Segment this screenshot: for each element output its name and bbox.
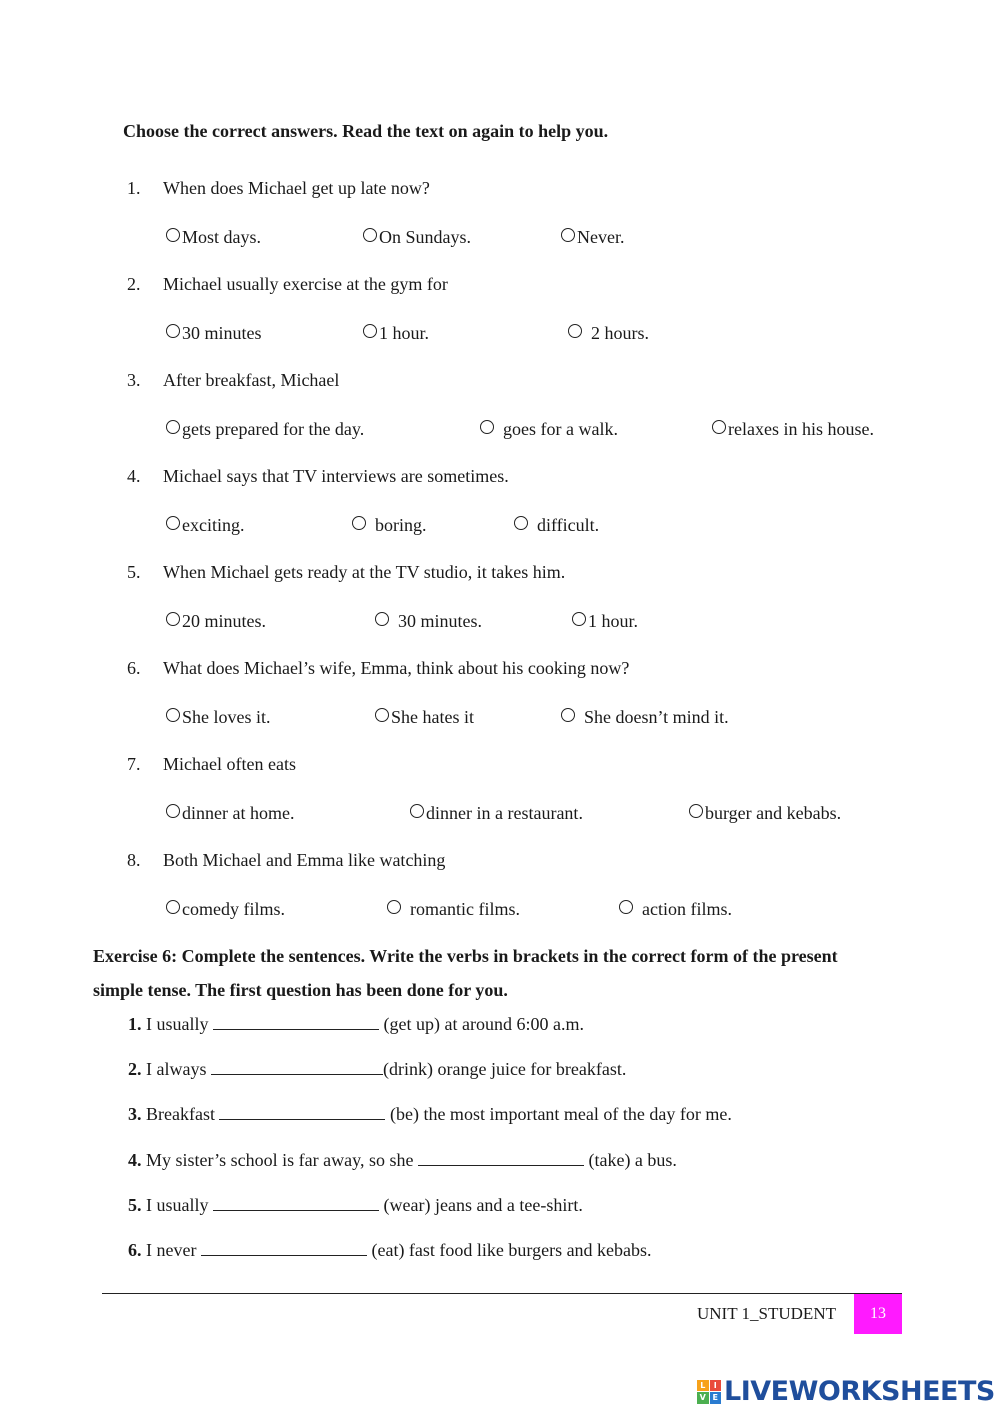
logo-letter: L xyxy=(697,1380,709,1392)
question-number: 2. xyxy=(127,274,141,294)
radio-button[interactable] xyxy=(568,324,582,338)
radio-button[interactable] xyxy=(166,324,180,338)
option-a[interactable] xyxy=(166,707,271,728)
item-text-after: (take) a bus. xyxy=(588,1150,677,1170)
radio-button[interactable] xyxy=(619,900,633,914)
question-text: Michael says that TV interviews are sometimes. xyxy=(163,466,509,486)
radio-button[interactable] xyxy=(363,228,377,242)
option-label: romantic films. xyxy=(410,899,520,919)
option-b[interactable] xyxy=(480,419,618,440)
page-number: 13 xyxy=(870,1305,886,1322)
radio-button[interactable] xyxy=(572,612,586,626)
radio-button[interactable] xyxy=(166,708,180,722)
answer-blank[interactable] xyxy=(213,1013,379,1030)
question-number: 7. xyxy=(127,754,141,774)
item-number: 4. xyxy=(128,1150,142,1170)
question-text: Both Michael and Emma like watching xyxy=(163,850,446,870)
option-label: action films. xyxy=(642,899,732,919)
option-label: dinner in a restaurant. xyxy=(426,803,583,823)
option-a[interactable] xyxy=(166,323,262,344)
exercise-item-5 xyxy=(128,1194,583,1216)
option-label: difficult. xyxy=(537,515,600,535)
item-number: 2. xyxy=(128,1059,142,1079)
radio-button[interactable] xyxy=(561,228,575,242)
option-label: She loves it. xyxy=(182,707,271,727)
question-number: 5. xyxy=(127,562,141,582)
item-text-before: I always xyxy=(146,1059,207,1079)
option-a[interactable] xyxy=(166,419,364,440)
option-c[interactable] xyxy=(619,899,732,920)
option-c[interactable] xyxy=(561,227,624,248)
item-text-after: (get up) at around 6:00 a.m. xyxy=(383,1014,584,1034)
option-b[interactable] xyxy=(375,611,482,632)
option-c[interactable] xyxy=(514,515,599,536)
option-label: dinner at home. xyxy=(182,803,295,823)
option-c[interactable] xyxy=(568,323,649,344)
item-text-before: Breakfast xyxy=(146,1104,215,1124)
answer-blank[interactable] xyxy=(213,1194,379,1211)
radio-button[interactable] xyxy=(166,612,180,626)
option-a[interactable] xyxy=(166,227,261,248)
question-number: 8. xyxy=(127,850,141,870)
option-c[interactable] xyxy=(689,803,841,824)
option-b[interactable] xyxy=(375,707,474,728)
option-label: gets prepared for the day. xyxy=(182,419,365,439)
exercise-6-title-line1: Exercise 6: Complete the sentences. Write the verbs in brackets in the correct form of the present xyxy=(93,946,838,966)
option-a[interactable] xyxy=(166,611,266,632)
logo-letter: E xyxy=(710,1392,722,1404)
option-a[interactable] xyxy=(166,515,244,536)
liveworksheets-icon xyxy=(697,1380,721,1404)
option-c[interactable] xyxy=(561,707,729,728)
radio-button[interactable] xyxy=(166,516,180,530)
item-text-before: My sister’s school is far away, so she xyxy=(146,1150,414,1170)
option-b[interactable] xyxy=(410,803,583,824)
logo-letter: I xyxy=(710,1380,722,1392)
radio-button[interactable] xyxy=(410,804,424,818)
option-label: On Sundays. xyxy=(379,227,472,247)
question-number: 4. xyxy=(127,466,141,486)
answer-blank[interactable] xyxy=(201,1239,367,1256)
question-text: After breakfast, Michael xyxy=(163,370,340,390)
radio-button[interactable] xyxy=(514,516,528,530)
question-text: When Michael gets ready at the TV studio, it takes him. xyxy=(163,562,566,582)
question-number: 6. xyxy=(127,658,141,678)
radio-button[interactable] xyxy=(689,804,703,818)
option-label: comedy films. xyxy=(182,899,285,919)
option-label: 1 hour. xyxy=(588,611,639,631)
item-number: 3. xyxy=(128,1104,142,1124)
option-b[interactable] xyxy=(387,899,520,920)
answer-blank[interactable] xyxy=(418,1149,584,1166)
option-a[interactable] xyxy=(166,803,294,824)
option-label: burger and kebabs. xyxy=(705,803,842,823)
radio-button[interactable] xyxy=(375,708,389,722)
answer-blank[interactable] xyxy=(211,1058,383,1075)
option-label: exciting. xyxy=(182,515,245,535)
question-text: Michael often eats xyxy=(163,754,296,774)
item-text-before: I never xyxy=(146,1240,197,1260)
option-b[interactable] xyxy=(363,323,429,344)
item-number: 1. xyxy=(128,1014,142,1034)
option-label: Most days. xyxy=(182,227,262,247)
question-text: Michael usually exercise at the gym for xyxy=(163,274,448,294)
option-label: boring. xyxy=(375,515,427,535)
item-number: 5. xyxy=(128,1195,142,1215)
option-label: She doesn’t mind it. xyxy=(584,707,729,727)
option-c[interactable] xyxy=(712,419,874,440)
exercise-item-1 xyxy=(128,1013,584,1035)
liveworksheets-logo[interactable] xyxy=(697,1376,995,1407)
option-a[interactable] xyxy=(166,899,285,920)
radio-button[interactable] xyxy=(166,900,180,914)
item-text-after: (drink) orange juice for breakfast. xyxy=(382,1059,627,1079)
brand-name: LIVEWORKSHEETS xyxy=(724,1376,995,1407)
option-label: goes for a walk. xyxy=(503,419,618,439)
option-label: 2 hours. xyxy=(591,323,649,343)
answer-blank[interactable] xyxy=(219,1103,385,1120)
item-text-after: (eat) fast food like burgers and kebabs. xyxy=(371,1240,652,1260)
item-text-before: I usually xyxy=(146,1195,209,1215)
unit-label: UNIT 1_STUDENT xyxy=(697,1304,836,1323)
radio-button[interactable] xyxy=(387,900,401,914)
radio-button[interactable] xyxy=(166,420,180,434)
item-text-before: I usually xyxy=(146,1014,209,1034)
exercise-item-4 xyxy=(128,1149,677,1171)
logo-letter: V xyxy=(697,1392,709,1404)
radio-button[interactable] xyxy=(712,420,726,434)
exercise-item-6 xyxy=(128,1239,652,1261)
section-instruction: Choose the correct answers. Read the text on again to help you. xyxy=(123,121,609,141)
option-label: Never. xyxy=(577,227,625,247)
option-label: 30 minutes. xyxy=(398,611,482,631)
radio-button[interactable] xyxy=(480,420,494,434)
question-number: 1. xyxy=(127,178,141,198)
item-text-after: (be) the most important meal of the day for me. xyxy=(389,1104,732,1124)
option-b[interactable] xyxy=(352,515,427,536)
option-label: 30 minutes xyxy=(182,323,262,343)
radio-button[interactable] xyxy=(561,708,575,722)
item-text-after: (wear) jeans and a tee-shirt. xyxy=(383,1195,583,1215)
option-label: 1 hour. xyxy=(379,323,430,343)
exercise-6-title-line2: simple tense. The first question has been done for you. xyxy=(93,980,508,1000)
item-number: 6. xyxy=(128,1240,142,1260)
option-label: 20 minutes. xyxy=(182,611,266,631)
option-b[interactable] xyxy=(363,227,471,248)
radio-button[interactable] xyxy=(375,612,389,626)
radio-button[interactable] xyxy=(363,324,377,338)
option-label: relaxes in his house. xyxy=(728,419,874,439)
exercise-item-3 xyxy=(128,1103,732,1125)
exercise-item-2 xyxy=(128,1058,626,1080)
question-number: 3. xyxy=(127,370,141,390)
radio-button[interactable] xyxy=(166,804,180,818)
page-number-badge xyxy=(854,1294,902,1334)
option-label: She hates it xyxy=(391,707,474,727)
question-text: When does Michael get up late now? xyxy=(163,178,430,198)
footer-divider xyxy=(102,1293,902,1294)
option-c[interactable] xyxy=(572,611,638,632)
radio-button[interactable] xyxy=(166,228,180,242)
question-text: What does Michael’s wife, Emma, think about his cooking now? xyxy=(163,658,630,678)
radio-button[interactable] xyxy=(352,516,366,530)
